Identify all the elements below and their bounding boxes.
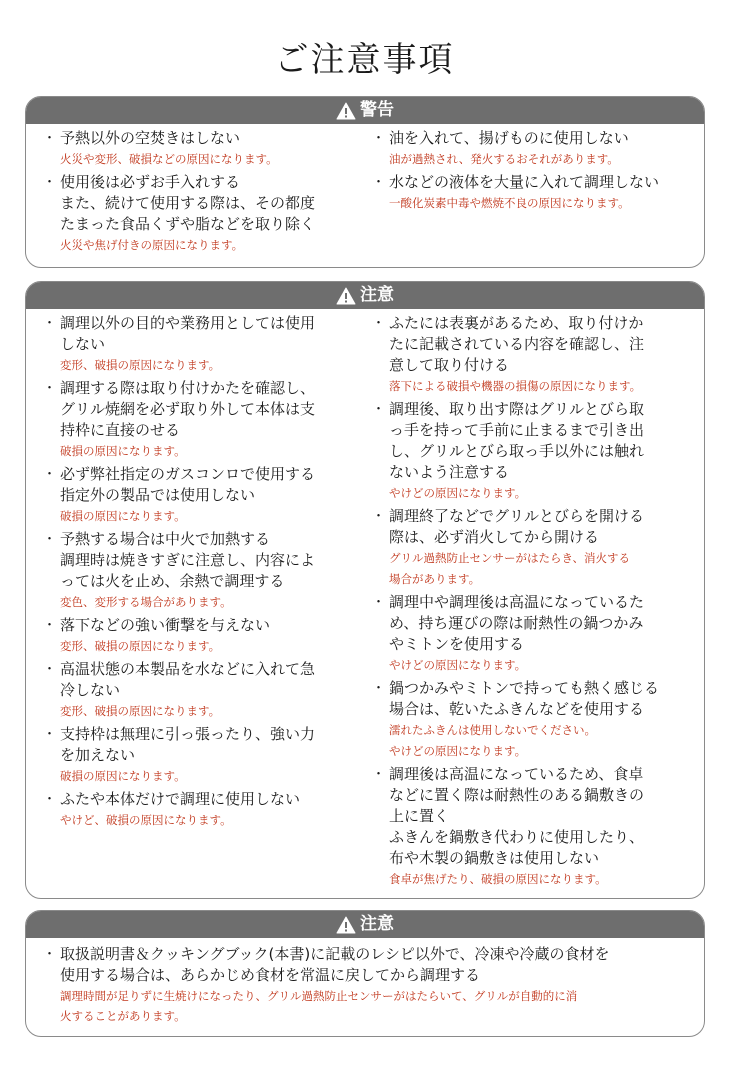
left-column bbox=[26, 128, 369, 258]
notice-item bbox=[375, 399, 698, 504]
notice-text: ・ 調理後、取り出す際はグリルとびら取 っ手を持って手前に止まるまで引き出 し、グリルとびら取っ手以外には触れ ないよう注意する bbox=[375, 399, 698, 483]
notice-reason: 変形、破損の原因になります。 bbox=[60, 358, 221, 372]
notice-text: ・ ふたには表裏があるため、取り付けか たに記載されている内容を確認し、注 意して取り付ける bbox=[375, 313, 698, 376]
notice-item bbox=[375, 128, 698, 170]
notice-item bbox=[375, 172, 698, 214]
notice-item bbox=[46, 529, 363, 613]
notice-reason: 食卓が焦げたり、破損の原因になります。 bbox=[389, 872, 607, 886]
notice-item bbox=[375, 313, 698, 397]
notice-item bbox=[46, 378, 363, 462]
section-header bbox=[26, 282, 704, 309]
page-title: ご注意事項 bbox=[274, 40, 455, 80]
notice-reason: グリル過熱防止センサーがはたらき、消火する 場合があります。 bbox=[389, 551, 631, 586]
section-body bbox=[26, 309, 704, 892]
notice-item bbox=[46, 128, 363, 170]
notice-reason: やけど、破損の原因になります。 bbox=[60, 813, 232, 827]
notice-reason: 火災や焦げ付きの原因になります。 bbox=[60, 238, 244, 252]
left-column bbox=[26, 313, 369, 892]
notice-text: ・ 調理する際は取り付けかたを確認し、 グリル焼網を必ず取り外して本体は支 持枠に直接のせる bbox=[46, 378, 363, 441]
notice-text: ・ 取扱説明書＆クッキングブック(本書)に記載のレシピ以外で、冷凍や冷蔵の食材を 使用する場合は、あらかじめ食材を常温に戻してから調理する bbox=[46, 944, 694, 986]
notice-reason: やけどの原因になります。 bbox=[389, 486, 527, 500]
notice-text: ・ 調理後は高温になっているため、食卓 などに置く際は耐熱性のある鍋敷きの 上に置く ふきんを鍋敷き代わりに使用したり、 布や木製の鍋敷きは使用しない bbox=[375, 764, 698, 869]
notice-item bbox=[46, 615, 363, 657]
notice-text: ・ 落下などの強い衝撃を与えない bbox=[46, 615, 363, 636]
notice-reason: 落下による破損や機器の損傷の原因になります。 bbox=[389, 379, 642, 393]
notice-item bbox=[46, 313, 363, 376]
notice-text: ・ 鍋つかみやミトンで持っても熱く感じる 場合は、乾いたふきんなどを使用する bbox=[375, 678, 698, 720]
notice-item bbox=[375, 506, 698, 590]
warning-triangle-icon bbox=[336, 916, 356, 934]
warning-triangle-icon bbox=[336, 102, 356, 120]
notice-text: ・ 高温状態の本製品を水などに入れて急 冷しない bbox=[46, 659, 363, 701]
notice-reason: 破損の原因になります。 bbox=[60, 769, 186, 783]
notice-item bbox=[375, 678, 698, 762]
notice-text: ・ 予熱以外の空焚きはしない bbox=[46, 128, 363, 149]
section-heading: 警告 bbox=[360, 100, 394, 120]
notice-item bbox=[46, 172, 363, 256]
notice-text: ・ 調理中や調理後は高温になっているた め、持ち運びの際は耐熱性の鍋つかみ やミトンを使用する bbox=[375, 592, 698, 655]
notice-text: ・ 使用後は必ずお手入れする また、続けて使用する際は、その都度 たまった食品くずや脂などを取り除く bbox=[46, 172, 363, 235]
notice-reason: 火災や変形、破損などの原因になります。 bbox=[60, 152, 278, 166]
section-heading: 注意 bbox=[360, 914, 394, 934]
section-body bbox=[26, 938, 704, 1026]
notice-reason: 調理時間が足りずに生焼けになったり、グリル過熱防止センサーがはたらいて、グリルが自動的に消 火することがあります。 bbox=[60, 989, 578, 1023]
notice-reason: 変色、変形する場合があります。 bbox=[60, 595, 232, 609]
warning-box bbox=[25, 96, 705, 268]
notice-text: ・ 水などの液体を大量に入れて調理しない bbox=[375, 172, 698, 193]
notice-item bbox=[46, 659, 363, 722]
notice-reason: 変形、破損の原因になります。 bbox=[60, 704, 221, 718]
section-body bbox=[26, 124, 704, 258]
notice-reason: やけどの原因になります。 bbox=[389, 744, 527, 758]
notice-text: ・ 予熱する場合は中火で加熱する 調理時は焼きすぎに注意し、内容によ っては火を止め、余熱で調理する bbox=[46, 529, 363, 592]
caution-box bbox=[25, 281, 705, 899]
notice-item bbox=[375, 764, 698, 890]
notice-text: ・ 支持枠は無理に引っ張ったり、強い力 を加えない bbox=[46, 724, 363, 766]
notice-item bbox=[375, 592, 698, 676]
notice-reason: やけどの原因になります。 bbox=[389, 658, 527, 672]
section-heading: 注意 bbox=[360, 285, 394, 305]
warning-triangle-icon bbox=[336, 287, 356, 305]
right-column bbox=[369, 128, 704, 258]
section-header bbox=[26, 911, 704, 938]
notice-reason: 破損の原因になります。 bbox=[60, 444, 186, 458]
section-header bbox=[26, 97, 704, 124]
notice-text: ・ 必ず弊社指定のガスコンロで使用する 指定外の製品では使用しない bbox=[46, 464, 363, 506]
caution-box-2 bbox=[25, 910, 705, 1037]
notice-text: ・ 調理以外の目的や業務用としては使用 しない bbox=[46, 313, 363, 355]
notice-item bbox=[46, 789, 363, 831]
notice-reason: 濡れたふきんは使用しないでください。 bbox=[389, 723, 596, 737]
notice-reason: 変形、破損の原因になります。 bbox=[60, 639, 221, 653]
notice-text: ・ ふたや本体だけで調理に使用しない bbox=[46, 789, 363, 810]
notice-item bbox=[46, 944, 694, 1026]
notice-text: ・ 調理終了などでグリルとびらを開ける 際は、必ず消火してから開ける bbox=[375, 506, 698, 548]
notice-reason: 一酸化炭素中毒や燃焼不良の原因になります。 bbox=[389, 196, 630, 210]
notice-reason: 破損の原因になります。 bbox=[60, 509, 186, 523]
notice-text: ・ 油を入れて、揚げものに使用しない bbox=[375, 128, 698, 149]
notice-item bbox=[46, 724, 363, 787]
right-column bbox=[369, 313, 704, 892]
notice-item bbox=[46, 464, 363, 527]
notice-reason: 油が過熱され、発火するおそれがあります。 bbox=[389, 152, 619, 166]
